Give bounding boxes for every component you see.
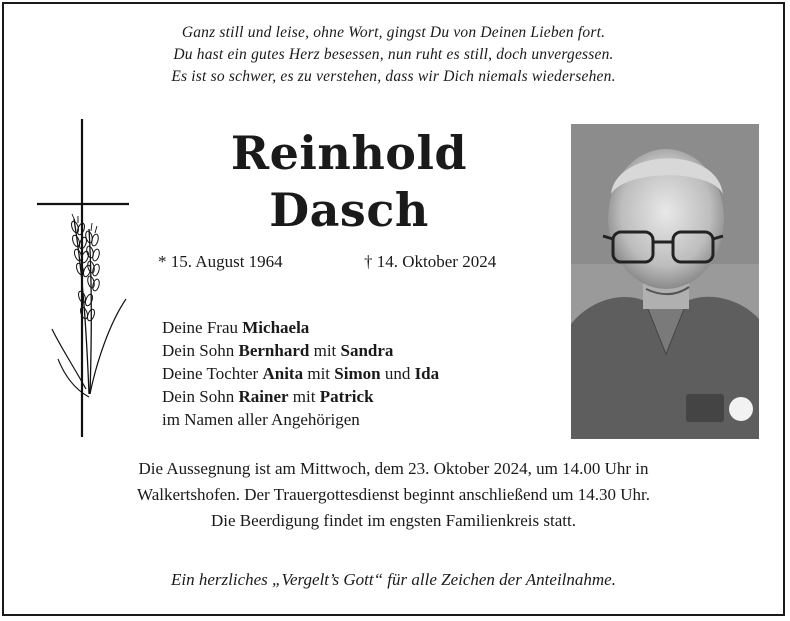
notice-line: Walkertshofen. Der Trauergottesdienst beginnt anschließend um 14.30 Uhr. — [137, 485, 650, 504]
connector: und — [380, 364, 415, 383]
family-line — [162, 385, 439, 408]
family-name: Patrick — [319, 387, 374, 406]
notice-line: Die Beerdigung findet im engsten Familienkreis statt. — [211, 511, 576, 530]
poem — [4, 22, 783, 88]
family-line — [162, 316, 439, 339]
family-name: Michaela — [242, 318, 310, 337]
family-closing: im Namen aller Angehörigen — [162, 410, 360, 429]
family-name: Rainer — [238, 387, 289, 406]
funeral-notice — [4, 456, 783, 534]
relation: Dein Sohn — [162, 341, 239, 360]
poem-line: Es ist so schwer, es zu verstehen, dass wir Dich niemals wiedersehen. — [171, 68, 616, 85]
family-name: Anita — [262, 364, 304, 383]
family-line — [162, 362, 439, 385]
obituary-card — [2, 2, 785, 616]
death-date: † 14. Oktober 2024 — [364, 252, 497, 271]
family-name: Bernhard — [238, 341, 310, 360]
family-line — [162, 339, 439, 362]
deceased-last-name: Dasch — [269, 183, 429, 237]
family-name: Simon — [334, 364, 381, 383]
relation: Dein Sohn — [162, 387, 239, 406]
thanks-line: Ein herzliches „Vergelt’s Gott“ für alle Zeichen der Anteilnahme. — [171, 570, 616, 589]
notice-line: Die Aussegnung ist am Mittwoch, dem 23. Oktober 2024, um 14.00 Uhr in — [138, 459, 649, 478]
connector: mit — [309, 341, 341, 360]
cross-with-wheat-icon — [34, 119, 134, 439]
portrait-photo — [571, 124, 759, 439]
poem-line: Du hast ein gutes Herz besessen, nun ruht es still, doch unvergessen. — [173, 46, 614, 63]
relation: Deine Tochter — [162, 364, 263, 383]
family-name: Sandra — [340, 341, 394, 360]
birth-date: * 15. August 1964 — [158, 252, 283, 271]
deceased-first-name: Reinhold — [230, 126, 468, 180]
poem-line: Ganz still und leise, ohne Wort, gingst Du von Deinen Lieben fort. — [181, 24, 606, 41]
family-name: Ida — [414, 364, 440, 383]
relation: Deine Frau — [162, 318, 243, 337]
connector: mit — [288, 387, 320, 406]
connector: mit — [303, 364, 335, 383]
family-list — [162, 316, 439, 431]
